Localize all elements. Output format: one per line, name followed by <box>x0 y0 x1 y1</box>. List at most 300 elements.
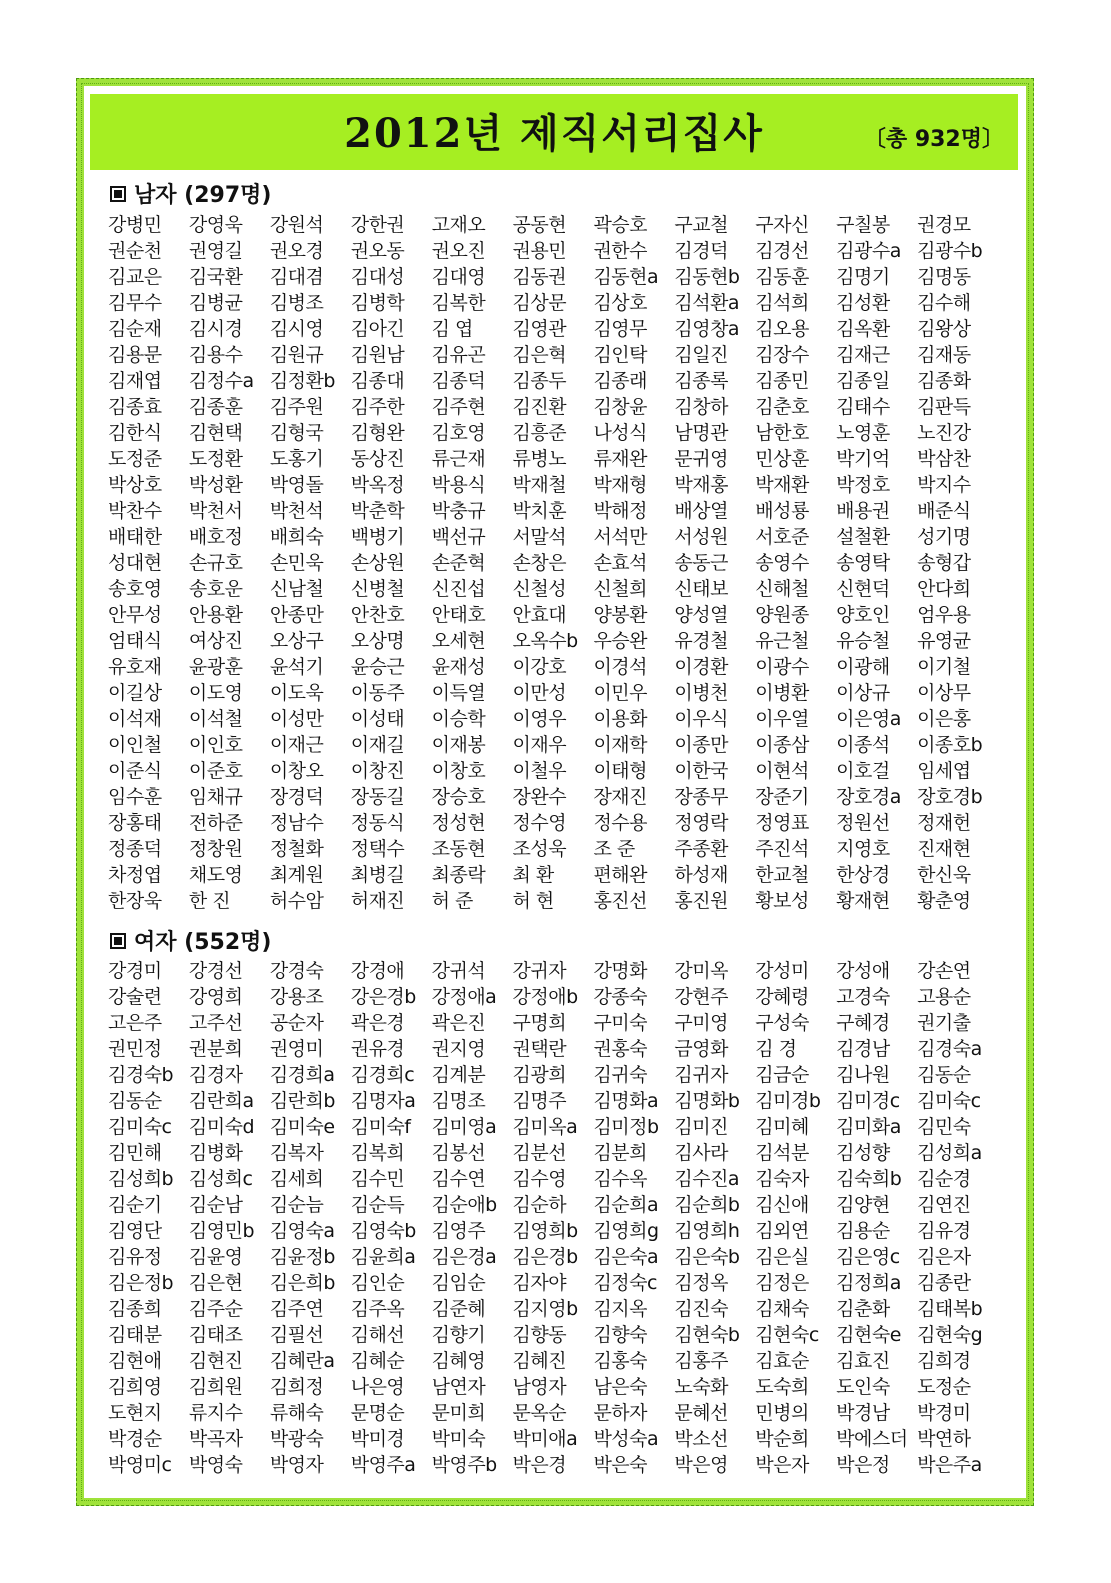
name-entry: 여상진 <box>188 630 243 652</box>
name-entry: 황재현 <box>836 890 890 912</box>
name-entry: 장완수 <box>512 786 567 808</box>
name-entry: 김윤희a <box>350 1246 416 1268</box>
name-entry: 강혜령 <box>755 986 809 1008</box>
name-entry: 유호재 <box>108 656 162 678</box>
total-count: 〔총 932명〕 <box>863 127 1004 152</box>
name-entry: 엄우용 <box>917 604 971 626</box>
name-entry: 이재학 <box>593 734 648 756</box>
name-entry: 도정순 <box>917 1376 971 1398</box>
name-entry: 김형완 <box>350 422 405 444</box>
name-entry: 김주연 <box>269 1298 324 1320</box>
name-entry: 박용식 <box>431 474 486 496</box>
name-entry: 김순희b <box>674 1194 740 1216</box>
name-entry: 김현숙e <box>836 1324 901 1346</box>
name-entry: 서성원 <box>674 526 728 548</box>
name-entry: 김주한 <box>350 396 405 418</box>
name-entry: 박천석 <box>269 500 324 522</box>
name-entry: 박경미 <box>917 1402 971 1424</box>
name-entry: 박소선 <box>674 1428 728 1450</box>
name-entry: 이만성 <box>512 682 567 704</box>
name-entry: 김연진 <box>917 1194 971 1216</box>
name-entry: 김윤정b <box>269 1246 335 1268</box>
name-entry: 권민정 <box>108 1038 162 1060</box>
name-entry: 정종덕 <box>108 838 162 860</box>
name-entry: 김주현 <box>431 396 486 418</box>
name-entry: 허재진 <box>350 890 405 912</box>
name-entry: 김경희c <box>350 1064 415 1086</box>
name-entry: 문미희 <box>431 1402 486 1424</box>
name-entry: 정영표 <box>755 812 809 834</box>
name-entry: 김수해 <box>917 292 971 314</box>
name-entry: 박은영 <box>674 1454 728 1476</box>
name-entry: 권지영 <box>431 1038 486 1060</box>
name-entry: 김세희 <box>269 1168 324 1190</box>
name-entry: 김현애 <box>108 1350 162 1372</box>
name-entry: 박찬수 <box>108 500 162 522</box>
name-entry: 박기억 <box>836 448 890 470</box>
name-entry: 김향기 <box>431 1324 486 1346</box>
name-entry: 강손연 <box>917 960 971 982</box>
name-entry: 강술련 <box>108 986 162 1008</box>
name-entry: 김재엽 <box>108 370 162 392</box>
name-entry: 김상문 <box>512 292 567 314</box>
name-entry: 김인탁 <box>593 344 648 366</box>
name-entry: 김복자 <box>269 1142 324 1164</box>
name-entry: 김석분 <box>755 1142 809 1164</box>
name-entry: 김은현 <box>188 1272 243 1294</box>
name-entry: 조성욱 <box>512 838 567 860</box>
name-entry: 정재헌 <box>917 812 971 834</box>
name-entry: 김현택 <box>188 422 243 444</box>
title-banner <box>90 94 1018 170</box>
name-entry: 최계원 <box>269 864 324 886</box>
name-entry: 김일진 <box>674 344 728 366</box>
name-entry: 김시영 <box>269 318 324 340</box>
name-entry: 김정옥 <box>674 1272 728 1294</box>
name-entry: 박재철 <box>512 474 567 496</box>
name-entry: 김순늠 <box>269 1194 324 1216</box>
name-entry: 이준식 <box>108 760 162 782</box>
name-entry: 신현덕 <box>836 578 890 600</box>
name-entry: 김은정b <box>108 1272 174 1294</box>
name-entry: 이득열 <box>431 682 486 704</box>
name-entry: 장호경a <box>836 786 901 808</box>
name-entry: 김민숙 <box>917 1116 971 1138</box>
name-entry: 김해선 <box>350 1324 405 1346</box>
name-entry: 한장욱 <box>108 890 162 912</box>
name-entry: 김종덕 <box>431 370 486 392</box>
name-entry: 김태분 <box>108 1324 162 1346</box>
name-entry: 김복희 <box>350 1142 405 1164</box>
name-entry: 김수연 <box>431 1168 486 1190</box>
name-entry: 주종환 <box>674 838 728 860</box>
name-entry: 김광수a <box>836 240 901 262</box>
name-entry: 이재근 <box>269 734 324 756</box>
name-entry: 강경애 <box>350 960 405 982</box>
name-entry: 박재홍 <box>674 474 728 496</box>
name-entry: 김종민 <box>755 370 809 392</box>
name-entry: 안용환 <box>188 604 243 626</box>
name-entry: 배희숙 <box>269 526 324 548</box>
name-entry: 이종호b <box>917 734 983 756</box>
name-entry: 권분희 <box>188 1038 243 1060</box>
name-entry: 권오진 <box>431 240 486 262</box>
name-entry: 김종일 <box>836 370 890 392</box>
name-entry: 한교철 <box>755 864 809 886</box>
name-entry: 박재형 <box>593 474 648 496</box>
name-entry: 김은자 <box>917 1246 971 1268</box>
name-entry: 김대겸 <box>269 266 324 288</box>
name-entry: 강정애a <box>431 986 497 1008</box>
name-entry: 김계분 <box>431 1064 486 1086</box>
female-heading-text: 여자 (552명) <box>134 930 272 955</box>
name-entry: 신철희 <box>593 578 648 600</box>
name-entry: 도현지 <box>108 1402 162 1424</box>
name-entry: 김미혜 <box>755 1116 809 1138</box>
name-entry: 고용순 <box>917 986 971 1008</box>
name-entry: 김희영 <box>108 1376 162 1398</box>
name-entry: 박에스더 <box>836 1428 908 1450</box>
name-entry: 김종희 <box>108 1298 162 1320</box>
name-entry: 강귀석 <box>431 960 486 982</box>
name-entry: 강성미 <box>755 960 809 982</box>
name-entry: 김명기 <box>836 266 890 288</box>
name-entry: 김명자a <box>350 1090 416 1112</box>
name-entry: 김석환a <box>674 292 740 314</box>
name-entry: 김외연 <box>755 1220 809 1242</box>
name-entry: 김광희 <box>512 1064 567 1086</box>
name-entry: 권용민 <box>512 240 567 262</box>
name-entry: 이경환 <box>674 656 728 678</box>
name-entry: 신철성 <box>512 578 567 600</box>
name-entry: 이호걸 <box>836 760 890 782</box>
name-entry: 김혜란a <box>269 1350 335 1372</box>
name-entry: 이동주 <box>350 682 405 704</box>
name-entry: 배호정 <box>188 526 243 548</box>
name-entry: 김병조 <box>269 292 324 314</box>
name-entry: 신진섭 <box>431 578 486 600</box>
name-entry: 김영무 <box>593 318 648 340</box>
name-entry: 고주선 <box>188 1012 243 1034</box>
name-entry: 이강호 <box>512 656 567 678</box>
name-entry: 이용화 <box>593 708 648 730</box>
name-entry: 성기명 <box>917 526 971 548</box>
name-entry: 김희경 <box>917 1350 971 1372</box>
name-entry: 이종삼 <box>755 734 809 756</box>
name-entry: 손민욱 <box>269 552 324 574</box>
name-entry: 김진숙 <box>674 1298 728 1320</box>
name-entry: 박경남 <box>836 1402 890 1424</box>
name-entry: 최 환 <box>512 864 554 886</box>
name-entry: 김종훈 <box>188 396 243 418</box>
name-entry: 홍진원 <box>674 890 728 912</box>
name-entry: 윤광훈 <box>188 656 243 678</box>
name-entry: 김미숙f <box>350 1116 411 1138</box>
name-entry: 김성희c <box>188 1168 253 1190</box>
name-entry: 이한국 <box>674 760 728 782</box>
name-entry: 강병민 <box>108 214 162 236</box>
name-entry: 박영돌 <box>269 474 324 496</box>
name-entry: 김무수 <box>108 292 162 314</box>
name-entry: 손준혁 <box>431 552 486 574</box>
name-entry: 한상경 <box>836 864 890 886</box>
name-entry: 박은주a <box>917 1454 982 1476</box>
name-entry: 김미경b <box>755 1090 821 1112</box>
name-entry: 채도영 <box>188 864 243 886</box>
name-entry: 김창하 <box>674 396 728 418</box>
name-entry: 강영희 <box>188 986 243 1008</box>
name-entry: 김 엽 <box>431 318 473 340</box>
name-entry: 김임순 <box>431 1272 486 1294</box>
name-entry: 김지영b <box>512 1298 578 1320</box>
name-entry: 김혜영 <box>431 1350 486 1372</box>
name-entry: 양봉환 <box>593 604 648 626</box>
name-entry: 김영민b <box>188 1220 255 1242</box>
name-entry: 김미숙e <box>269 1116 335 1138</box>
name-entry: 박은숙 <box>593 1454 648 1476</box>
square-bullet-icon <box>110 186 126 202</box>
name-entry: 손효석 <box>593 552 648 574</box>
name-entry: 강귀자 <box>512 960 567 982</box>
name-entry: 김현숙c <box>755 1324 819 1346</box>
name-entry: 김영관 <box>512 318 567 340</box>
name-entry: 정남수 <box>269 812 324 834</box>
name-entry: 김나원 <box>836 1064 890 1086</box>
name-entry: 김영희b <box>512 1220 578 1242</box>
name-entry: 김영숙a <box>269 1220 335 1242</box>
name-entry: 손창은 <box>512 552 567 574</box>
name-entry: 장호경b <box>917 786 983 808</box>
name-entry: 김순경 <box>917 1168 971 1190</box>
name-entry: 이상무 <box>917 682 971 704</box>
name-entry: 이성만 <box>269 708 324 730</box>
name-entry: 박영숙 <box>188 1454 243 1476</box>
name-entry: 이인철 <box>108 734 162 756</box>
name-entry: 김은숙a <box>593 1246 659 1268</box>
name-entry: 강경숙 <box>269 960 324 982</box>
name-entry: 손규호 <box>188 552 243 574</box>
name-entry: 김유곤 <box>431 344 486 366</box>
name-entry: 이태형 <box>593 760 648 782</box>
name-entry: 정영락 <box>674 812 728 834</box>
name-entry: 곽은진 <box>431 1012 486 1034</box>
name-entry: 김수민 <box>350 1168 405 1190</box>
name-entry: 이성태 <box>350 708 405 730</box>
name-entry: 김명화a <box>593 1090 659 1112</box>
name-entry: 김영숙b <box>350 1220 416 1242</box>
name-entry: 하성재 <box>674 864 728 886</box>
name-entry: 허 준 <box>431 890 473 912</box>
name-entry: 윤재성 <box>431 656 486 678</box>
name-entry: 구칠봉 <box>836 214 890 236</box>
name-entry: 김정숙c <box>593 1272 657 1294</box>
name-entry: 김분희 <box>593 1142 648 1164</box>
name-entry: 윤승근 <box>350 656 405 678</box>
name-entry: 도숙희 <box>755 1376 809 1398</box>
name-entry: 이창호 <box>431 760 486 782</box>
name-entry: 남은숙 <box>593 1376 648 1398</box>
name-entry: 노진강 <box>917 422 971 444</box>
name-entry: 권영미 <box>269 1038 324 1060</box>
name-entry: 김지옥 <box>593 1298 648 1320</box>
name-entry: 신남철 <box>269 578 324 600</box>
name-entry: 정원선 <box>836 812 890 834</box>
name-entry: 박천서 <box>188 500 243 522</box>
name-entry: 김영희h <box>674 1220 740 1242</box>
name-entry: 박재환 <box>755 474 809 496</box>
name-entry: 안다희 <box>917 578 971 600</box>
name-entry: 김미진 <box>674 1116 728 1138</box>
name-entry: 강성애 <box>836 960 890 982</box>
name-entry: 박성숙a <box>593 1428 659 1450</box>
name-entry: 김성희a <box>917 1142 982 1164</box>
name-entry: 차정엽 <box>108 864 162 886</box>
name-entry: 편해완 <box>593 864 648 886</box>
name-entry: 금영화 <box>674 1038 728 1060</box>
name-entry: 장홍태 <box>108 812 162 834</box>
name-entry: 김효진 <box>836 1350 890 1372</box>
name-entry: 김미화a <box>836 1116 901 1138</box>
name-entry: 김숙희b <box>836 1168 902 1190</box>
name-entry: 장동길 <box>350 786 405 808</box>
name-entry: 박상호 <box>108 474 162 496</box>
name-entry: 김동현a <box>593 266 659 288</box>
name-entry: 김아긴 <box>350 318 405 340</box>
name-entry: 김형국 <box>269 422 324 444</box>
name-entry: 김은희b <box>269 1272 335 1294</box>
name-entry: 김희정 <box>269 1376 324 1398</box>
male-heading-text: 남자 (297명) <box>134 183 272 208</box>
name-entry: 배성룡 <box>755 500 809 522</box>
name-entry: 김국환 <box>188 266 243 288</box>
name-entry: 이도영 <box>188 682 243 704</box>
name-entry: 남연자 <box>431 1376 486 1398</box>
name-entry: 박옥정 <box>350 474 405 496</box>
name-entry: 박연하 <box>917 1428 971 1450</box>
name-entry: 이재길 <box>350 734 405 756</box>
name-entry: 배준식 <box>917 500 971 522</box>
name-entry: 장승호 <box>431 786 486 808</box>
name-entry: 김재동 <box>917 344 971 366</box>
name-entry: 김흥준 <box>512 422 567 444</box>
name-entry: 임세엽 <box>917 760 971 782</box>
name-entry: 권오동 <box>350 240 405 262</box>
name-entry: 이광수 <box>755 656 809 678</box>
name-entry: 이석철 <box>188 708 243 730</box>
name-entry: 권기출 <box>917 1012 971 1034</box>
name-entry: 김은실 <box>755 1246 809 1268</box>
male-section-heading <box>110 178 271 209</box>
name-entry: 김주순 <box>188 1298 243 1320</box>
name-entry: 이경석 <box>593 656 648 678</box>
name-entry: 김미정b <box>593 1116 659 1138</box>
name-entry: 김 경 <box>755 1038 797 1060</box>
name-entry: 김정환b <box>269 370 335 392</box>
name-entry: 김태복b <box>917 1298 983 1320</box>
name-entry: 김성향 <box>836 1142 890 1164</box>
name-entry: 김미옥a <box>512 1116 578 1138</box>
name-entry: 구미숙 <box>593 1012 648 1034</box>
name-entry: 장종무 <box>674 786 728 808</box>
name-entry: 김민해 <box>108 1142 162 1164</box>
name-entry: 이현석 <box>755 760 809 782</box>
name-entry: 안태호 <box>431 604 486 626</box>
name-entry: 김향숙 <box>593 1324 648 1346</box>
name-entry: 한 진 <box>188 890 231 912</box>
name-entry: 권영길 <box>188 240 243 262</box>
name-entry: 김준혜 <box>431 1298 486 1320</box>
name-entry: 김용순 <box>836 1220 890 1242</box>
name-entry: 강종숙 <box>593 986 648 1008</box>
name-entry: 박미경 <box>350 1428 405 1450</box>
name-entry: 김명화b <box>674 1090 740 1112</box>
name-entry: 박은자 <box>755 1454 809 1476</box>
name-entry: 김병균 <box>188 292 243 314</box>
name-entry: 구혜경 <box>836 1012 890 1034</box>
name-entry: 김명조 <box>431 1090 486 1112</box>
name-entry: 나은영 <box>350 1376 405 1398</box>
name-entry: 김주옥 <box>350 1298 405 1320</box>
name-entry: 서호준 <box>755 526 809 548</box>
name-entry: 류근재 <box>431 448 486 470</box>
name-entry: 문명순 <box>350 1402 405 1424</box>
name-entry: 김명주 <box>512 1090 567 1112</box>
name-entry: 이종석 <box>836 734 890 756</box>
name-entry: 김태수 <box>836 396 890 418</box>
name-entry: 배태한 <box>108 526 162 548</box>
name-entry: 양원종 <box>755 604 809 626</box>
name-entry: 김홍주 <box>674 1350 728 1372</box>
name-entry: 김미숙c <box>108 1116 172 1138</box>
name-entry: 강미옥 <box>674 960 728 982</box>
name-entry: 이재봉 <box>431 734 486 756</box>
name-entry: 김창윤 <box>593 396 648 418</box>
name-entry: 김희원 <box>188 1376 243 1398</box>
name-entry: 신해철 <box>755 578 809 600</box>
name-entry: 김종두 <box>512 370 567 392</box>
name-entry: 도정준 <box>108 448 162 470</box>
name-entry: 정철화 <box>269 838 324 860</box>
name-entry: 김시경 <box>188 318 243 340</box>
name-entry: 이우식 <box>674 708 728 730</box>
name-entry: 김정희a <box>836 1272 901 1294</box>
name-entry: 류병노 <box>512 448 567 470</box>
name-entry: 김현진 <box>188 1350 243 1372</box>
female-section-heading <box>110 925 271 956</box>
name-entry: 이기철 <box>917 656 971 678</box>
name-entry: 김용수 <box>188 344 243 366</box>
name-entry: 김호영 <box>431 422 486 444</box>
name-entry: 김대영 <box>431 266 486 288</box>
name-entry: 권유경 <box>350 1038 405 1060</box>
name-entry: 김분선 <box>512 1142 567 1164</box>
name-entry: 박정호 <box>836 474 890 496</box>
name-entry: 박영주b <box>431 1454 497 1476</box>
name-entry: 양성열 <box>674 604 728 626</box>
name-entry: 박광숙 <box>269 1428 324 1450</box>
name-entry: 김원규 <box>269 344 324 366</box>
name-entry: 임채규 <box>188 786 243 808</box>
name-entry: 김영단 <box>108 1220 162 1242</box>
name-entry: 황춘영 <box>917 890 971 912</box>
name-entry: 구성숙 <box>755 1012 809 1034</box>
name-entry: 김채숙 <box>755 1298 809 1320</box>
name-entry: 강현주 <box>674 986 728 1008</box>
name-entry: 김종효 <box>108 396 162 418</box>
name-entry: 안효대 <box>512 604 567 626</box>
name-entry: 구미영 <box>674 1012 728 1034</box>
name-entry: 홍진선 <box>593 890 648 912</box>
